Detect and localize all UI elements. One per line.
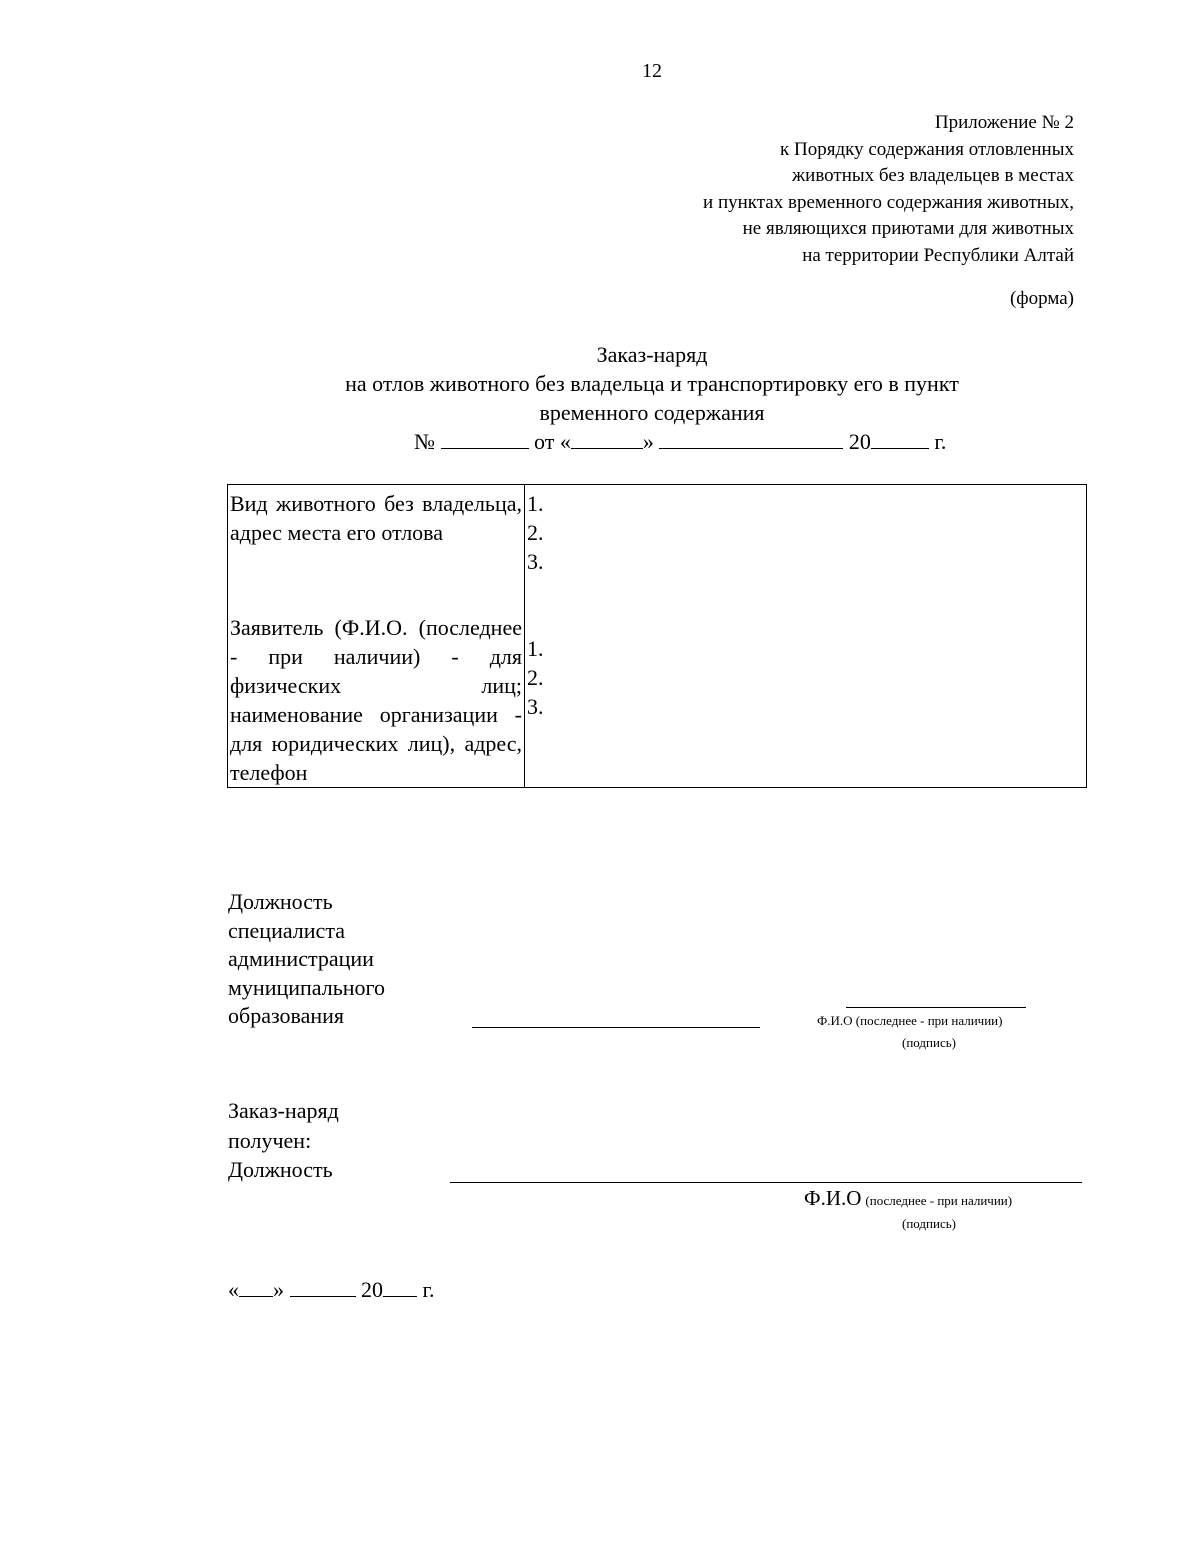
title-line: временного содержания: [539, 400, 765, 425]
received-fio-line[interactable]: [786, 1182, 1082, 1183]
applicant-label: Заявитель (Ф.И.О. (последнее - при наличии) - для физических лиц; наименование организации - для юридических лиц), адрес, телефон: [230, 615, 522, 785]
from-label: от «: [534, 429, 571, 454]
date-day-field[interactable]: [239, 1276, 273, 1297]
appendix-line: животных без владельцев в местах: [792, 165, 1074, 186]
close-quote: »: [273, 1277, 284, 1302]
received-block: [228, 1096, 339, 1185]
received-line: Заказ-наряд: [228, 1098, 339, 1123]
date-line: [228, 1276, 435, 1303]
received-fio-caption: (последнее - при наличии): [865, 1193, 1013, 1208]
animal-label: Вид животного без владельца, адрес места его отлова: [230, 491, 522, 545]
appendix-line: на территории Республики Алтай: [802, 244, 1074, 266]
title-line: Заказ-наряд: [596, 342, 708, 367]
appendix-line: не являющихся приютами для животных: [742, 218, 1074, 239]
table-label-cell: [228, 485, 525, 788]
list-item: 2.: [527, 665, 544, 690]
list-item: 1.: [527, 491, 544, 516]
received-signature-line[interactable]: [450, 1182, 786, 1183]
appendix-heading: [703, 110, 1074, 269]
appendix-line: Приложение № 2: [934, 112, 1074, 133]
date-month-field[interactable]: [290, 1276, 356, 1297]
signature-line[interactable]: [472, 1027, 760, 1028]
fio-caption: Ф.И.О (последнее - при наличии): [817, 1013, 1003, 1028]
signature-caption: (подпись): [902, 1035, 956, 1050]
date-year-field[interactable]: [383, 1276, 417, 1297]
number-sign: №: [414, 429, 435, 454]
table-value-cell[interactable]: [525, 485, 1087, 788]
order-day-field[interactable]: [571, 428, 643, 449]
order-number-field[interactable]: [441, 428, 529, 449]
list-item: 2.: [527, 520, 544, 545]
open-quote: «: [228, 1277, 239, 1302]
received-line: Должность: [228, 1157, 333, 1182]
document-title: [0, 340, 1200, 427]
list-item: 1.: [527, 636, 544, 661]
appendix-line: к Порядку содержания отловленных: [780, 138, 1074, 160]
received-signature-caption: (подпись): [902, 1216, 956, 1231]
quote-close: »: [642, 429, 654, 454]
fio-line[interactable]: [846, 1007, 1026, 1008]
received-fio-label: Ф.И.О: [804, 1186, 862, 1210]
order-month-field[interactable]: [659, 428, 843, 449]
order-number-line: [414, 428, 946, 455]
list-item: 3.: [527, 694, 544, 719]
date-year-prefix: 20: [361, 1277, 383, 1302]
received-fio-caption-row: [804, 1186, 1012, 1211]
year-prefix: 20: [848, 429, 871, 454]
order-table: [227, 484, 1087, 788]
signer-position-label: Должность специалиста администрации муниципального образования: [228, 889, 386, 1028]
appendix-line: и пунктах временного содержания животных,: [703, 191, 1074, 213]
year-suffix: г.: [934, 429, 947, 454]
form-label: (форма): [1009, 288, 1074, 309]
title-line: на отлов животного без владельца и транспортировку его в пункт: [345, 371, 959, 396]
page-number: 12: [642, 60, 662, 82]
received-line: получен:: [228, 1127, 312, 1153]
order-year-field[interactable]: [871, 428, 929, 449]
date-year-suffix: г.: [422, 1277, 435, 1302]
table-row: [228, 485, 1087, 788]
list-item: 3.: [527, 549, 544, 574]
